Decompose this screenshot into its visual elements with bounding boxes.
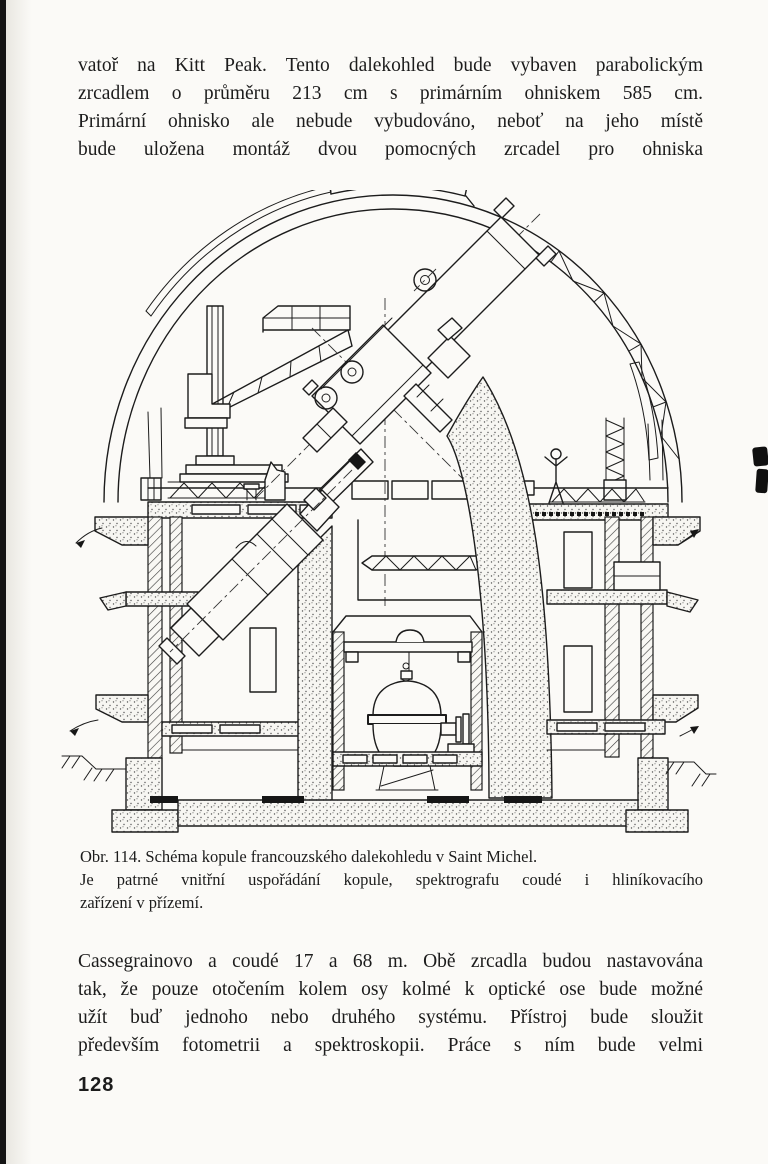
figure-caption	[80, 845, 703, 914]
ground-line	[668, 762, 716, 774]
footing-pad	[112, 810, 178, 832]
cornice	[96, 695, 148, 722]
cornice	[653, 695, 698, 722]
cornice	[95, 517, 148, 545]
caption-line: zařízení v přízemí.	[80, 893, 204, 912]
caption-line: Je patrné vnitřní uspořádání kopule, spektrografu coudé i hliníkovacího	[80, 870, 703, 889]
door	[250, 628, 276, 692]
ink-mark	[752, 446, 768, 466]
figure-diagram	[60, 190, 720, 842]
door	[564, 646, 592, 712]
outer-wall	[148, 517, 162, 758]
tank-pipe	[441, 723, 456, 735]
floor-slab	[547, 590, 667, 604]
footing	[638, 758, 668, 810]
scan-left-shadow	[6, 0, 32, 1164]
text-line: především fotometrii a spektroskopii. Práce s ním bude velmi	[78, 1035, 703, 1056]
declination-shaft	[404, 384, 452, 432]
human-figure	[545, 449, 567, 503]
building-center	[333, 377, 552, 798]
caption-line: Obr. 114. Schéma kopule francouzského dalekohledu v Saint Michel.	[80, 847, 538, 866]
crane-trolley	[396, 630, 424, 642]
text-line: tak, že pouze otočením kolem osy kolmé k optické ose bude možné	[78, 979, 703, 1000]
text-line: zrcadlem o průměru 213 cm s primárním ohniskem 585 cm.	[78, 83, 703, 104]
door	[564, 532, 592, 588]
pier	[298, 526, 332, 812]
ink-mark	[755, 469, 768, 494]
paragraph-bottom	[78, 948, 703, 1060]
page-number: 128	[78, 1074, 115, 1096]
paragraph-top	[78, 52, 703, 164]
text-line: Primární ohnisko ale nebude vybudováno, neboť na jeho místě	[78, 111, 703, 132]
ground-line	[62, 756, 126, 769]
footing-pad	[626, 810, 688, 832]
vacuum-tank	[373, 681, 441, 716]
foundation-ground	[62, 756, 716, 832]
floor-stool	[244, 484, 259, 489]
text-line: vatoř na Kitt Peak. Tento dalekohled bude vybaven parabolickým	[78, 55, 703, 76]
crane-beam	[344, 642, 472, 652]
airflow-arrow	[70, 720, 98, 731]
text-line: Cassegrainovo a coudé 17 a 68 m. Obě zrcadla budou nastavována	[78, 951, 703, 972]
base-slab	[178, 800, 646, 826]
text-line: bude uložena montáž dvou pomocných zrcadel pro ohniska	[78, 139, 703, 160]
building-right	[547, 517, 700, 758]
text-line: užít buď jednoho nebo druhého systému. Přístroj bude sloužit	[78, 1007, 703, 1028]
